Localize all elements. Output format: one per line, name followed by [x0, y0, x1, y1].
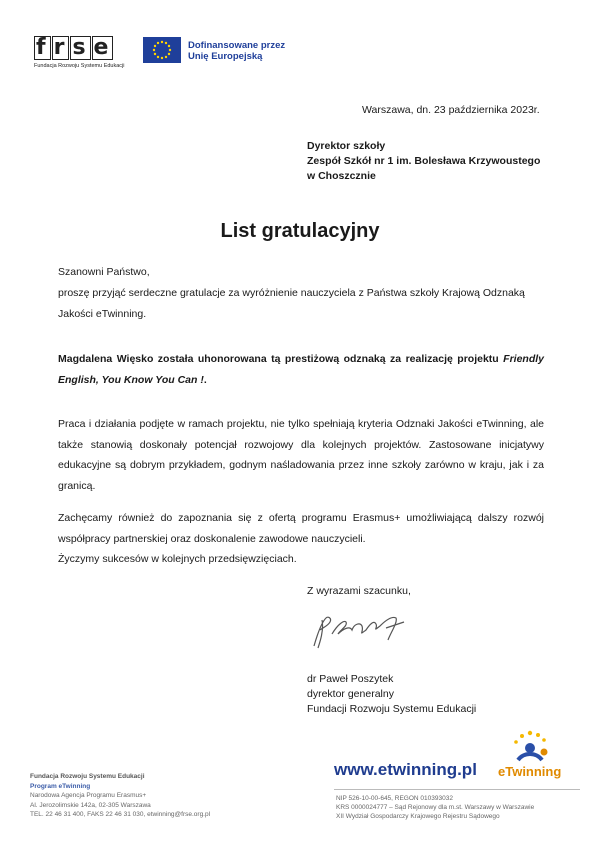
signer-name: dr Paweł Poszytek — [307, 673, 394, 685]
paragraph-project-work: Praca i działania podjęte w ramach projektu, nie tylko spełniają kryteria Odznaki Jakości eTwinning, ale także stanowią doskonały potencjał rozwojowy dla kolejnych projektów. Zastosowane inicjatywy edukacyjne są dobrym przykładem, godnym naśladowania przez inne szkoły zarówno w kraju, jak i za granicą. — [58, 418, 544, 492]
signer-position: dyrektor generalny — [307, 688, 394, 700]
footer-registry-line: NIP 526-10-00-645, REGON 010393032 — [336, 795, 453, 802]
letter-title: List gratulacyjny — [220, 220, 380, 242]
paragraph-wishes: Życzymy sukcesów w kolejnych przedsięwzięciach. — [58, 553, 297, 565]
eu-funding-label — [188, 40, 285, 62]
salutation: Szanowni Państwo, — [58, 266, 150, 278]
signature-image — [310, 612, 410, 652]
letter-date: Warszawa, dn. 23 października 2023r. — [362, 104, 540, 116]
etwinning-wordmark: eTwinning — [498, 764, 562, 779]
footer-org: Fundacja Rozwoju Systemu Edukacji — [30, 773, 145, 780]
recipient-line: w Choszcznie — [307, 170, 376, 182]
footer-registry-line: KRS 0000024777 – Sąd Rejonowy dla m.st. Warszawy w Warszawie — [336, 804, 535, 811]
footer-divider — [334, 789, 580, 790]
footer-program: Program eTwinning — [30, 782, 91, 790]
paragraph-award — [58, 349, 544, 390]
recipient-block — [307, 139, 540, 184]
award-text: Magdalena Więsko została uhonorowana tą prestiżową odznaką za realizację projektu — [58, 353, 504, 365]
recipient-line: Zespół Szkół nr 1 im. Bolesława Krzywoustego — [307, 155, 541, 167]
footer-agency: Narodowa Agencja Programu Erasmus+ — [30, 792, 147, 799]
signer-organization: Fundacji Rozwoju Systemu Edukacji — [307, 703, 477, 715]
etwinning-website-link[interactable]: www.etwinning.pl — [334, 760, 477, 779]
footer-street: Al. Jerozolimskie 142a, 02-305 Warszawa — [30, 801, 151, 809]
project-name: Friendly English, You Know You Can ! — [58, 353, 544, 386]
closing: Z wyrazami szacunku, — [307, 585, 411, 597]
eu-flag-icon — [143, 37, 181, 63]
frse-mark: f r s e — [36, 35, 112, 60]
footer-address — [30, 772, 210, 820]
frse-logo-caption: Fundacja Rozwoju Systemu Edukacji — [34, 63, 125, 69]
award-end: . — [203, 373, 207, 386]
eu-funding-line1: Dofinansowane przez — [188, 40, 286, 51]
frse-logo — [34, 36, 126, 70]
footer-contact: TEL. 22 46 31 400, FAKS 22 46 31 030, etwinning@frse.org.pl — [30, 811, 211, 818]
footer-registry — [336, 794, 534, 821]
signer-block — [307, 672, 476, 717]
paragraph-congratulations: proszę przyjąć serdeczne gratulacje za wyróżnienie nauczyciela z Państwa szkoły Krajową Odznaką Jakości eTwinning. — [58, 287, 525, 320]
recipient-line: Dyrektor szkoły — [307, 140, 386, 152]
paragraph-erasmus: Zachęcamy również do zapoznania się z ofertą programu Erasmus+ umożliwiającą dalszy rozwój współpracy partnerskiej oraz doskonalenie zawodowe nauczycieli. — [58, 512, 544, 545]
footer-registry-line: XII Wydział Gospodarczy Krajowego Rejestru Sądowego — [336, 813, 500, 820]
eu-funding-line2: Unię Europejską — [188, 51, 263, 62]
